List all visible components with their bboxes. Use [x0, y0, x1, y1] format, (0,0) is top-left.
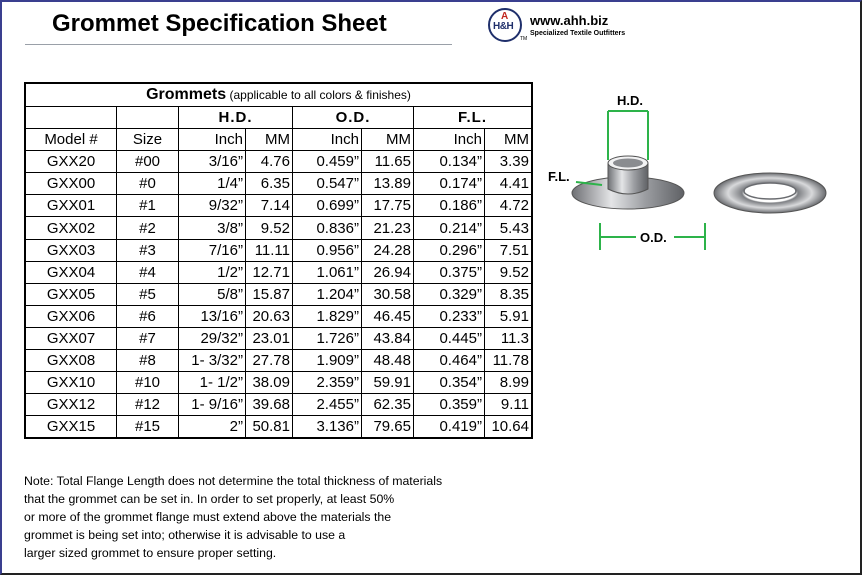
table-cell: 8.35 [485, 283, 533, 305]
table-cell: 0.699” [293, 195, 362, 217]
note-line: that the grommet can be set in. In order to set properly, at least 50% [24, 492, 395, 506]
empty-header-cell [117, 107, 179, 129]
table-cell: 1- 3/32” [179, 350, 246, 372]
table-cell: 4.41 [485, 173, 533, 195]
table-cell: 11.11 [246, 239, 293, 261]
table-cell: GXX02 [25, 217, 117, 239]
table-cell: 0.836” [293, 217, 362, 239]
table-cell: 0.214” [414, 217, 485, 239]
table-cell: #4 [117, 261, 179, 283]
table-cell: 12.71 [246, 261, 293, 283]
table-cell: #00 [117, 151, 179, 173]
table-cell: 13/16” [179, 305, 246, 327]
table-cell: 0.459” [293, 151, 362, 173]
table-cell: 5.91 [485, 305, 533, 327]
table-cell: 39.68 [246, 394, 293, 416]
table-cell: 1/2” [179, 261, 246, 283]
table-caption-row [25, 83, 532, 107]
table-cell: 15.87 [246, 283, 293, 305]
table-cell: GXX08 [25, 350, 117, 372]
table-caption [25, 83, 532, 107]
table-cell: #1 [117, 195, 179, 217]
table-row [25, 394, 532, 416]
table-body [25, 151, 532, 439]
table-cell: 0.296” [414, 239, 485, 261]
table-row [25, 173, 532, 195]
table-cell: 5/8” [179, 283, 246, 305]
company-tagline: Specialized Textile Outfitters [530, 30, 626, 37]
table-row [25, 195, 532, 217]
table-cell: 9.52 [246, 217, 293, 239]
table-cell: 23.01 [246, 327, 293, 349]
table-cell: 8.99 [485, 372, 533, 394]
table-cell: 1.909” [293, 350, 362, 372]
table-cell: 20.63 [246, 305, 293, 327]
table-cell: 1/4” [179, 173, 246, 195]
table-cell: 3.39 [485, 151, 533, 173]
table-cell: 3/8” [179, 217, 246, 239]
company-logo [488, 8, 522, 42]
table-cell: GXX10 [25, 372, 117, 394]
table-row [25, 416, 532, 439]
table-cell: 50.81 [246, 416, 293, 439]
note-line: larger sized grommet to ensure proper setting. [24, 546, 277, 560]
washer-hole [744, 183, 796, 199]
table-cell: 5.43 [485, 217, 533, 239]
column-header: Inch [179, 129, 246, 151]
note-line: or more of the grommet flange must extend above the materials the [24, 510, 392, 524]
empty-header-cell [25, 107, 117, 129]
note-line: Note: Total Flange Length does not determine the total thickness of materials [24, 474, 443, 488]
note-line: grommet is being set into; otherwise it is advisable to use a [24, 528, 346, 542]
table-cell: 3/16” [179, 151, 246, 173]
table-cell: #2 [117, 217, 179, 239]
table-cell: GXX05 [25, 283, 117, 305]
table-cell: #6 [117, 305, 179, 327]
grommet-hole [613, 159, 643, 168]
table-cell: 9/32” [179, 195, 246, 217]
column-header: Size [117, 129, 179, 151]
table-cell: GXX06 [25, 305, 117, 327]
table-cell: 17.75 [362, 195, 414, 217]
group-header-row [25, 107, 532, 129]
table-cell: 10.64 [485, 416, 533, 439]
table-cell: 26.94 [362, 261, 414, 283]
column-header: Inch [293, 129, 362, 151]
logo-letter: A [501, 11, 509, 22]
table-cell: 0.233” [414, 305, 485, 327]
grommet-spec-table [24, 82, 533, 439]
table-row [25, 283, 532, 305]
table-cell: 7.51 [485, 239, 533, 261]
table-cell: 0.359” [414, 394, 485, 416]
table-cell: 11.3 [485, 327, 533, 349]
table-cell: 2.455” [293, 394, 362, 416]
table-cell: GXX20 [25, 151, 117, 173]
table-row [25, 151, 532, 173]
table-cell: #5 [117, 283, 179, 305]
table-cell: 7.14 [246, 195, 293, 217]
table-cell: #12 [117, 394, 179, 416]
table-cell: 0.464” [414, 350, 485, 372]
table-cell: 1- 9/16” [179, 394, 246, 416]
table-cell: 4.76 [246, 151, 293, 173]
table-cell: #10 [117, 372, 179, 394]
table-cell: 29/32” [179, 327, 246, 349]
table-cell: 1.061” [293, 261, 362, 283]
table-cell: 0.354” [414, 372, 485, 394]
table-cell: 79.65 [362, 416, 414, 439]
table-cell: 0.174” [414, 173, 485, 195]
table-cell: 43.84 [362, 327, 414, 349]
website-link[interactable]: www.ahh.biz [530, 13, 609, 28]
column-header-row [25, 129, 532, 151]
caption-title: Grommets [146, 86, 227, 103]
table-cell: 0.419” [414, 416, 485, 439]
table-row [25, 261, 532, 283]
label-fl: F.L. [548, 169, 570, 184]
logo-text: H&H [493, 21, 514, 32]
table-cell: 13.89 [362, 173, 414, 195]
title-underline [25, 44, 452, 45]
table-cell: 0.375” [414, 261, 485, 283]
grommet-diagram [540, 85, 840, 260]
table-cell: 7/16” [179, 239, 246, 261]
table-cell: #0 [117, 173, 179, 195]
table-cell: 30.58 [362, 283, 414, 305]
caption-note: (applicable to all colors & finishes) [229, 88, 411, 102]
column-header: Inch [414, 129, 485, 151]
table-cell: 0.134” [414, 151, 485, 173]
table-cell: 2” [179, 416, 246, 439]
column-header: MM [362, 129, 414, 151]
table-cell: #7 [117, 327, 179, 349]
group-header-fl: F.L. [414, 107, 533, 129]
table-row [25, 372, 532, 394]
label-od: O.D. [640, 230, 667, 245]
table-cell: 1- 1/2” [179, 372, 246, 394]
table-cell: GXX00 [25, 173, 117, 195]
table-cell: 0.547” [293, 173, 362, 195]
table-cell: #3 [117, 239, 179, 261]
label-hd: H.D. [617, 93, 643, 108]
table-cell: 6.35 [246, 173, 293, 195]
column-header: MM [485, 129, 533, 151]
group-header-od: O.D. [293, 107, 414, 129]
table-cell: GXX12 [25, 394, 117, 416]
table-cell: 11.78 [485, 350, 533, 372]
table-cell: #8 [117, 350, 179, 372]
table-cell: 3.136” [293, 416, 362, 439]
table-cell: 0.186” [414, 195, 485, 217]
logo-trademark: TM [520, 36, 528, 42]
table-cell: 21.23 [362, 217, 414, 239]
table-cell: GXX01 [25, 195, 117, 217]
column-header: Model # [25, 129, 117, 151]
table-row [25, 239, 532, 261]
table-cell: 0.329” [414, 283, 485, 305]
group-header-hd: H.D. [179, 107, 293, 129]
table-cell: 0.956” [293, 239, 362, 261]
table-cell: 24.28 [362, 239, 414, 261]
table-cell: GXX03 [25, 239, 117, 261]
page-title: Grommet Specification Sheet [52, 10, 387, 37]
table-cell: 9.52 [485, 261, 533, 283]
table-cell: 11.65 [362, 151, 414, 173]
table-cell: 0.445” [414, 327, 485, 349]
table-cell: 2.359” [293, 372, 362, 394]
table-cell: 59.91 [362, 372, 414, 394]
table-cell: 1.829” [293, 305, 362, 327]
table-cell: GXX15 [25, 416, 117, 439]
setting-note [24, 472, 494, 562]
table-cell: 48.48 [362, 350, 414, 372]
table-cell: GXX04 [25, 261, 117, 283]
table-cell: 27.78 [246, 350, 293, 372]
column-header: MM [246, 129, 293, 151]
table-row [25, 217, 532, 239]
table-cell: 46.45 [362, 305, 414, 327]
table-cell: GXX07 [25, 327, 117, 349]
table-cell: 62.35 [362, 394, 414, 416]
table-row [25, 350, 532, 372]
table-cell: 9.11 [485, 394, 533, 416]
table-cell: 38.09 [246, 372, 293, 394]
table-cell: #15 [117, 416, 179, 439]
table-row [25, 305, 532, 327]
table-cell: 1.726” [293, 327, 362, 349]
table-cell: 4.72 [485, 195, 533, 217]
table-cell: 1.204” [293, 283, 362, 305]
table-row [25, 327, 532, 349]
